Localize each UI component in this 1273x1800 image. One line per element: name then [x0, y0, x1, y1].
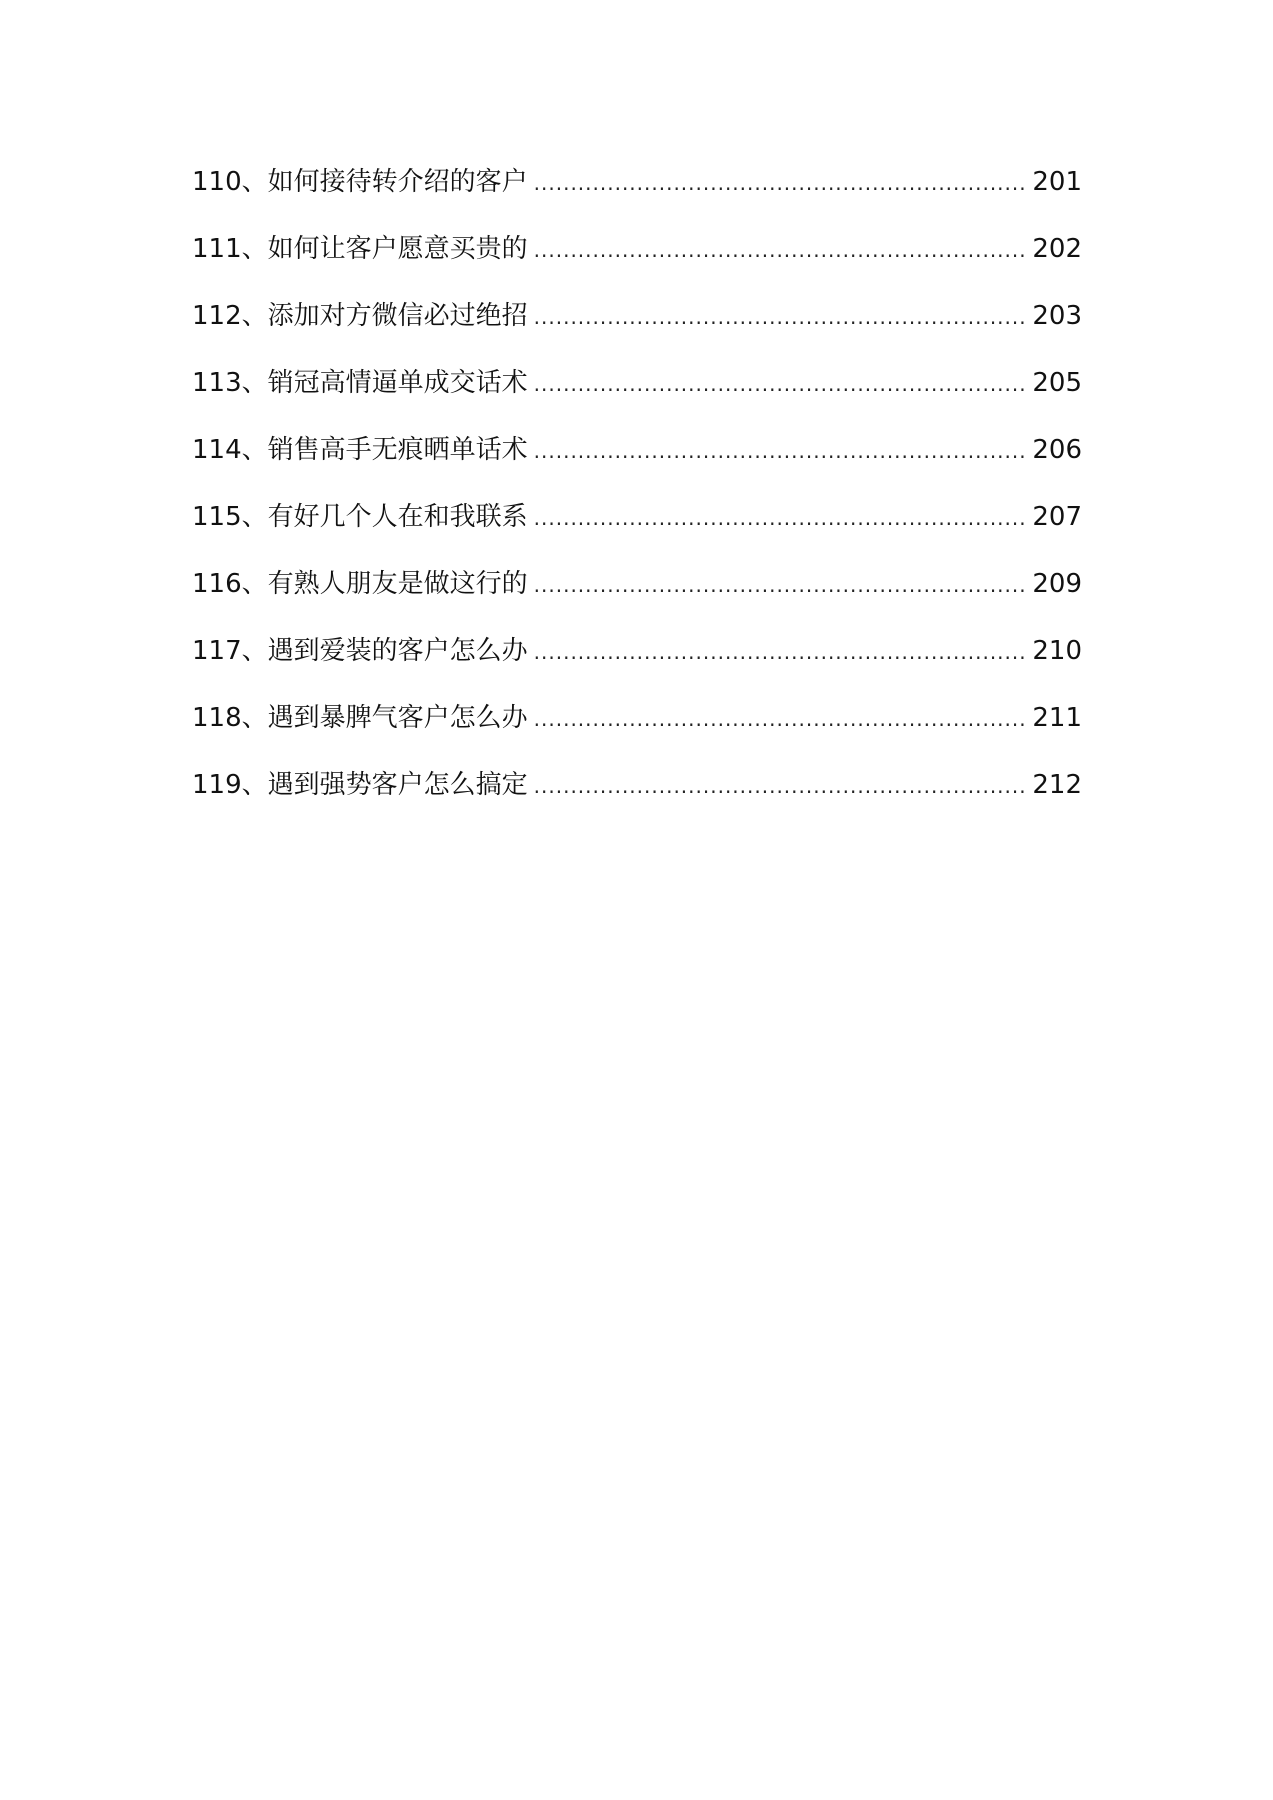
toc-entry-title: 遇到暴脾气客户怎么办 [267, 703, 528, 733]
toc-dot-leader [534, 503, 1029, 533]
toc-entry-title: 如何接待转介绍的客户 [267, 167, 528, 197]
toc-entry[interactable] [192, 167, 1082, 234]
toc-dot-leader [534, 369, 1029, 399]
toc-entry-page-number: 211 [1032, 703, 1082, 733]
toc-entry-page-number: 203 [1032, 301, 1082, 331]
toc-entry-number: 112、 [192, 301, 268, 331]
toc-entry-title: 有熟人朋友是做这行的 [267, 569, 528, 599]
toc-entry-number: 115、 [192, 502, 268, 532]
toc-entry-number: 116、 [192, 569, 268, 599]
toc-entry-page-number: 202 [1032, 234, 1082, 264]
toc-entry-title: 如何让客户愿意买贵的 [267, 234, 528, 264]
toc-entry-number: 110、 [192, 167, 268, 197]
toc-entry-title: 销冠高情逼单成交话术 [267, 368, 528, 398]
toc-dot-leader [534, 637, 1029, 667]
toc-dot-leader [534, 168, 1029, 198]
toc-entry[interactable] [192, 234, 1082, 301]
toc-dot-leader [534, 771, 1029, 801]
toc-entry[interactable] [192, 435, 1082, 502]
toc-entry-page-number: 210 [1032, 636, 1082, 666]
toc-entry-page-number: 207 [1032, 502, 1082, 532]
toc-entry[interactable] [192, 502, 1082, 569]
toc-entry-title: 遇到爱装的客户怎么办 [267, 636, 528, 666]
toc-entry[interactable] [192, 368, 1082, 435]
table-of-contents [192, 167, 1082, 837]
toc-entry-number: 114、 [192, 435, 268, 465]
toc-entry-page-number: 212 [1032, 770, 1082, 800]
toc-dot-leader [534, 570, 1029, 600]
toc-entry-number: 118、 [192, 703, 268, 733]
toc-entry-page-number: 201 [1032, 167, 1082, 197]
toc-entry[interactable] [192, 703, 1082, 770]
toc-dot-leader [534, 235, 1029, 265]
toc-entry-title: 销售高手无痕晒单话术 [267, 435, 528, 465]
toc-entry[interactable] [192, 569, 1082, 636]
toc-entry[interactable] [192, 636, 1082, 703]
toc-entry-number: 111、 [192, 234, 268, 264]
toc-entry[interactable] [192, 301, 1082, 368]
toc-dot-leader [534, 436, 1029, 466]
toc-entry-page-number: 205 [1032, 368, 1082, 398]
toc-entry-number: 113、 [192, 368, 268, 398]
toc-entry-title: 添加对方微信必过绝招 [267, 301, 528, 331]
toc-entry-number: 119、 [192, 770, 268, 800]
toc-entry[interactable] [192, 770, 1082, 837]
toc-entry-title: 遇到强势客户怎么搞定 [267, 770, 528, 800]
toc-entry-page-number: 206 [1032, 435, 1082, 465]
toc-entry-number: 117、 [192, 636, 268, 666]
toc-entry-title: 有好几个人在和我联系 [267, 502, 528, 532]
toc-dot-leader [534, 704, 1029, 734]
toc-dot-leader [534, 302, 1029, 332]
toc-entry-page-number: 209 [1032, 569, 1082, 599]
